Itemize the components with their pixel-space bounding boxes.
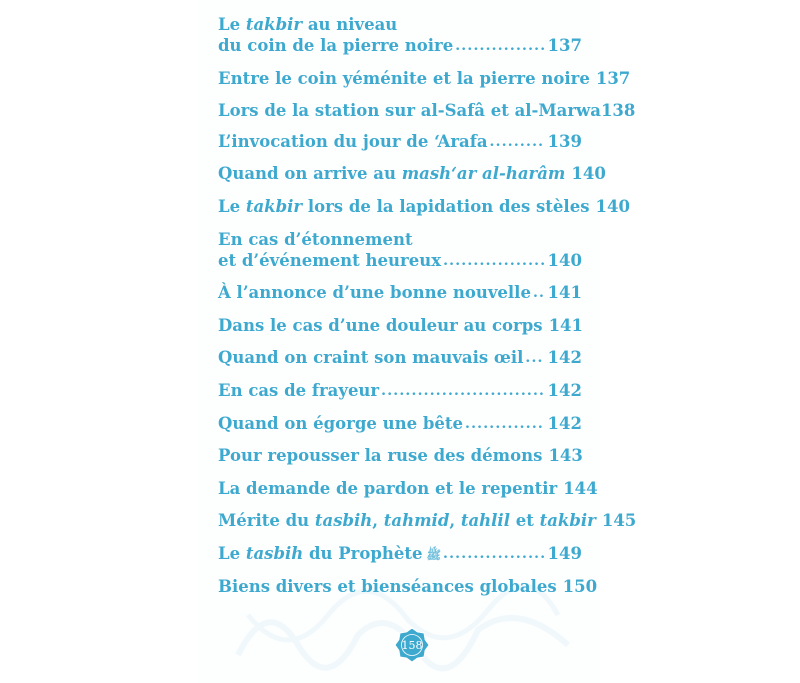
- entry-title-text: Pour repousser la ruse des démons: [218, 446, 543, 466]
- entry-title-text: Le: [218, 196, 246, 216]
- salutation-glyph: ﷺ: [426, 547, 442, 562]
- toc-entry[interactable]: [218, 315, 582, 338]
- entry-title-text: L’invocation du jour de ‘Arafa: [218, 131, 488, 151]
- entry-title-text: ,: [449, 511, 461, 531]
- toc-entry[interactable]: [218, 100, 636, 121]
- entry-title-text: Quand on arrive au: [218, 164, 402, 184]
- toc-page-number: 137: [595, 68, 631, 88]
- toc-entry-title: [218, 35, 453, 56]
- dot-leader: [443, 251, 543, 272]
- toc-entry-title: [218, 68, 590, 89]
- toc-entry-line: [218, 250, 582, 273]
- page-number: [394, 627, 430, 663]
- entry-title-text: Quand on craint son mauvais œil: [218, 348, 524, 368]
- entry-title-text: mash‘ar al-harâm: [401, 164, 566, 184]
- toc-page-number: 142: [547, 413, 582, 433]
- toc-entry-line: [218, 543, 582, 566]
- toc-entry[interactable]: [218, 380, 582, 403]
- toc-entry-title: [218, 576, 557, 597]
- entry-title-text: lors de la lapidation des stèles: [302, 196, 590, 216]
- toc-entry-line: [218, 413, 582, 436]
- entry-title-text: Le: [218, 543, 246, 563]
- entry-title-text: Entre le coin yéménite et la pierre noire: [218, 68, 590, 88]
- dot-leader: [455, 36, 543, 57]
- toc-entry-line: [218, 68, 631, 91]
- toc-entry-line: [218, 347, 582, 370]
- toc-entry-line: [218, 478, 598, 501]
- entry-title-text: En cas d’étonnement: [218, 229, 413, 249]
- toc-entry-line: [218, 35, 582, 58]
- toc-page-number: 145: [601, 511, 637, 531]
- toc-entry[interactable]: [218, 131, 582, 154]
- toc-entry[interactable]: [218, 196, 630, 219]
- toc-entry-title: [218, 510, 596, 531]
- entry-title-text: Quand on égorge une bête: [218, 413, 463, 433]
- toc-page-number: 150: [562, 576, 598, 596]
- entry-title-text: du Prophète: [303, 543, 423, 563]
- toc-entry-title: [218, 445, 542, 466]
- toc-page-number: 141: [547, 283, 582, 303]
- toc-page-number: 140: [571, 164, 606, 184]
- toc-entry[interactable]: [218, 163, 606, 186]
- toc-entry[interactable]: [218, 478, 598, 501]
- toc-page-number: 149: [547, 543, 582, 563]
- dot-leader: [465, 414, 544, 435]
- toc-entry-title: [218, 196, 589, 217]
- toc-page-number: 138: [600, 101, 636, 121]
- toc-entry-line: [218, 445, 582, 468]
- entry-title-text: takbir: [245, 15, 303, 34]
- toc-entry-line: [218, 576, 598, 599]
- table-of-contents: [218, 14, 637, 608]
- entry-title-text: La demande de pardon et le repentir: [218, 478, 558, 498]
- toc-entry-title: [218, 250, 441, 271]
- toc-entry[interactable]: [218, 229, 582, 273]
- entry-title-text: et: [509, 511, 540, 531]
- toc-entry-title: [218, 543, 441, 566]
- toc-entry-title: [218, 315, 543, 336]
- entry-title-text: À l’annonce d’une bonne nouvelle: [218, 283, 531, 303]
- toc-entry-title: [218, 131, 488, 152]
- dot-leader: [490, 132, 544, 153]
- toc-entry[interactable]: [218, 576, 598, 599]
- entry-title-text: du coin de la pierre noire: [218, 36, 454, 55]
- toc-entry-title: [218, 413, 463, 434]
- toc-page-number: 144: [563, 478, 598, 498]
- toc-page-number: 140: [595, 196, 630, 216]
- dot-leader: [533, 283, 544, 304]
- entry-title-text: takbir: [245, 196, 303, 216]
- toc-entry-title: [218, 282, 531, 303]
- toc-entry-title: [218, 163, 565, 184]
- toc-entry[interactable]: [218, 510, 637, 533]
- toc-page-number: 141: [548, 315, 584, 335]
- entry-title-text: Biens divers et bienséances globales: [218, 576, 557, 596]
- toc-entry-first-line: [218, 229, 582, 250]
- entry-title-text: Lors de la station sur al-Safâ et al-Marwa: [218, 101, 601, 121]
- dot-leader: [381, 381, 543, 402]
- toc-page-number: 143: [548, 446, 583, 466]
- toc-page-number: 140: [547, 250, 582, 270]
- toc-entry[interactable]: [218, 347, 582, 370]
- dot-leader: [525, 348, 543, 369]
- entry-title-text: et d’événement heureux: [218, 250, 442, 270]
- toc-entry-line: [218, 315, 582, 338]
- entry-title-text: Mérite du: [218, 511, 315, 531]
- toc-entry-line: [218, 380, 582, 403]
- toc-entry-line: [218, 131, 582, 154]
- toc-page-number: 137: [547, 36, 582, 55]
- toc-entry[interactable]: [218, 445, 582, 468]
- toc-entry-line: [218, 100, 636, 121]
- toc-entry-title: [218, 14, 397, 35]
- dot-leader: [443, 544, 544, 565]
- entry-title-text: Dans le cas d’une douleur au corps: [218, 315, 543, 335]
- toc-entry[interactable]: [218, 413, 582, 436]
- entry-title-text: tasbih: [245, 543, 304, 563]
- toc-page-number: 139: [547, 131, 582, 151]
- toc-page-number: 142: [547, 348, 582, 368]
- toc-entry-title: [218, 478, 557, 499]
- toc-entry-first-line: [218, 14, 582, 35]
- toc-entry[interactable]: [218, 282, 582, 305]
- entry-title-text: tahmid: [383, 511, 450, 531]
- entry-title-text: au niveau: [302, 15, 398, 34]
- toc-entry-line: [218, 163, 606, 186]
- toc-entry[interactable]: [218, 14, 582, 58]
- entry-title-text: tasbih: [314, 511, 373, 531]
- toc-entry-line: [218, 196, 630, 219]
- entry-title-text: tahlil: [460, 511, 510, 531]
- toc-entry[interactable]: [218, 68, 631, 91]
- entry-title-text: Le: [218, 15, 246, 34]
- entry-title-text: ,: [372, 511, 384, 531]
- entry-title-text: En cas de frayeur: [218, 380, 380, 400]
- toc-entry-title: [218, 347, 523, 368]
- toc-entry[interactable]: [218, 543, 582, 566]
- toc-page-number: 142: [547, 380, 582, 400]
- toc-entry-line: [218, 282, 582, 305]
- toc-entry-line: [218, 510, 637, 533]
- toc-entry-title: [218, 380, 379, 401]
- entry-title-text: takbir: [539, 511, 596, 531]
- toc-entry-title: [218, 229, 413, 250]
- page-number-label: 158: [401, 638, 423, 652]
- toc-entry-title: [218, 100, 601, 121]
